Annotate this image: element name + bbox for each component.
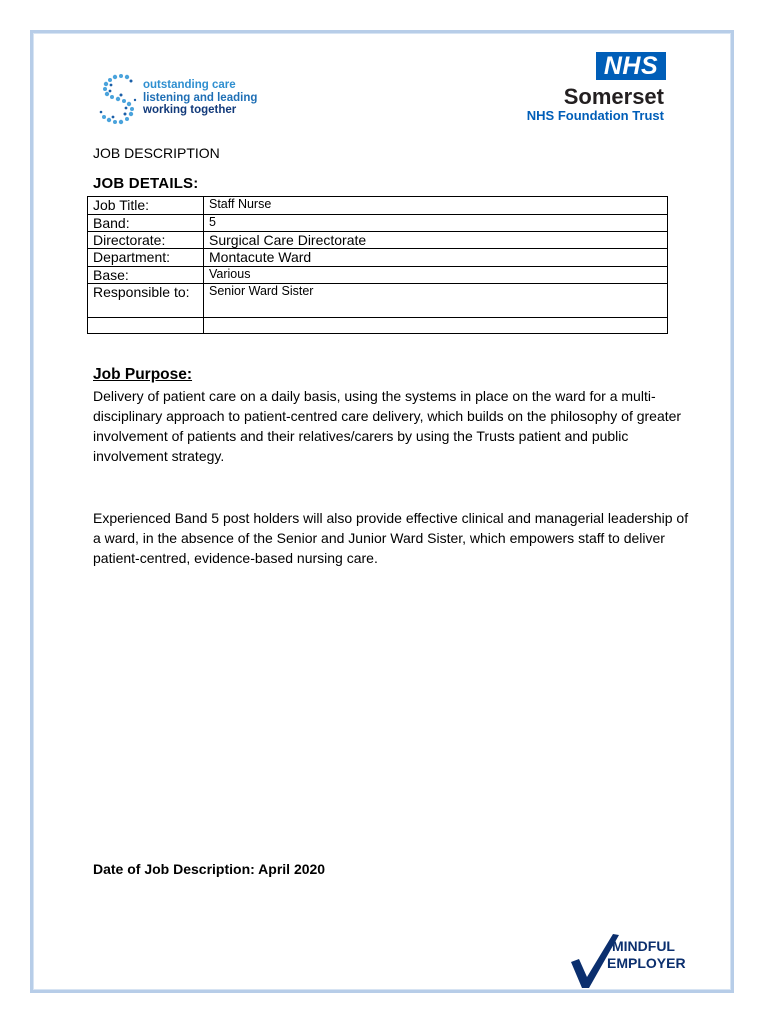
mindful-employer-logo [567, 932, 686, 992]
detail-label: Band: [88, 215, 204, 232]
outstanding-care-logo [97, 72, 267, 127]
description-date: Date of Job Description: April 2020 [93, 861, 326, 877]
dotted-s-icon [97, 72, 141, 127]
detail-value: 5 [204, 215, 668, 232]
job-purpose-text: Delivery of patient care on a daily basis, using the systems in place on the ward for a multi-disciplinary approach to patient-centred care delivery, which builds on the philosophy of greater involvement of patients and their relatives/carers by using the Trusts patient and public involvement strategy. [93, 388, 682, 464]
nhs-organisation-name: Somerset [563, 84, 664, 109]
nhs-trust-name: NHS Foundation Trust [526, 108, 664, 123]
detail-value: Montacute Ward [204, 249, 668, 267]
detail-value: Various [204, 267, 668, 284]
job-purpose-heading: Job Purpose: [93, 366, 193, 383]
table-row [88, 267, 668, 284]
document-type: JOB DESCRIPTION [93, 145, 220, 161]
table-row [88, 284, 668, 318]
mindful-text: MINDFUL [612, 938, 675, 954]
nhs-badge-logo: NHS [596, 52, 666, 80]
detail-value [204, 318, 668, 334]
detail-value: Staff Nurse [204, 197, 668, 215]
detail-label: Base: [88, 267, 204, 284]
table-row [88, 197, 668, 215]
tagline-line: outstanding care [143, 79, 236, 91]
table-row [88, 215, 668, 232]
tagline-line: working together [143, 104, 237, 116]
job-details-table [87, 196, 668, 334]
detail-value: Senior Ward Sister [204, 284, 668, 318]
detail-label: Department: [88, 249, 204, 267]
logo-tagline [143, 79, 257, 117]
detail-label: Responsible to: [88, 284, 204, 318]
detail-label: Job Title: [88, 197, 204, 215]
job-details-heading: JOB DETAILS: [93, 175, 199, 192]
table-row [88, 318, 668, 334]
employer-text: EMPLOYER [607, 955, 686, 971]
table-row [88, 249, 668, 267]
detail-label: Directorate: [88, 232, 204, 249]
band5-responsibility-text: Experienced Band 5 post holders will also provide effective clinical and managerial leadership of a ward, in the absence of the Senior and Junior Ward Sister, which empowers staff to deliver patient-centred, evidence-based nursing care. [93, 510, 689, 566]
table-row [88, 232, 668, 249]
tagline-line: listening and leading [143, 91, 258, 104]
detail-value: Surgical Care Directorate [204, 232, 668, 249]
detail-label [88, 318, 204, 334]
